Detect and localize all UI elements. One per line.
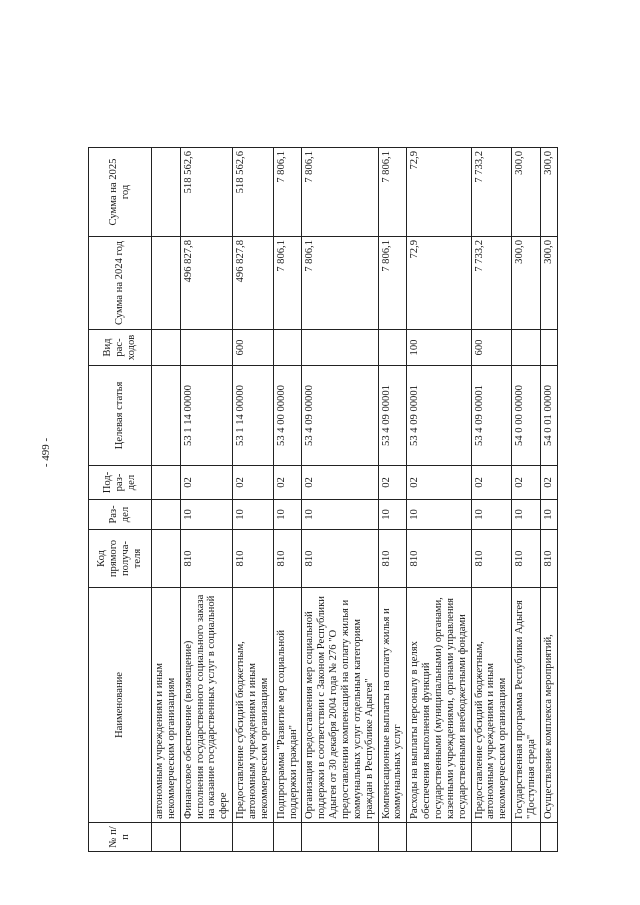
col-header-sum2024: Сумма на 2024 год	[89, 237, 152, 330]
cell-sum2025: 300,0	[512, 148, 541, 237]
cell-vid	[273, 330, 302, 366]
cell-podrazdel: 02	[407, 466, 471, 500]
cell-num	[302, 823, 378, 852]
cell-num	[233, 823, 274, 852]
cell-statya: 53 1 14 00000	[233, 366, 274, 466]
table-row	[273, 148, 302, 852]
cell-sum2024	[152, 237, 181, 330]
cell-sum2024: 7 733,2	[471, 237, 512, 330]
table-row	[180, 148, 232, 852]
cell-sum2025: 518 562,6	[180, 148, 232, 237]
cell-statya	[152, 366, 181, 466]
cell-razdel: 10	[512, 500, 541, 530]
table-row	[471, 148, 512, 852]
cell-podrazdel: 02	[273, 466, 302, 500]
cell-num	[152, 823, 181, 852]
cell-vid	[540, 330, 557, 366]
cell-code	[152, 530, 181, 588]
cell-code: 810	[471, 530, 512, 588]
cell-vid: 100	[407, 330, 471, 366]
cell-podrazdel: 02	[471, 466, 512, 500]
cell-num	[378, 823, 407, 852]
table-row	[302, 148, 378, 852]
cell-num	[273, 823, 302, 852]
cell-name: Предоставление субсидий бюджетным, автономным учреждениям и иным некоммерческим организациям	[233, 588, 274, 823]
cell-num	[540, 823, 557, 852]
cell-code: 810	[180, 530, 232, 588]
cell-statya: 53 4 09 00001	[407, 366, 471, 466]
cell-statya: 53 1 14 00000	[180, 366, 232, 466]
cell-code: 810	[302, 530, 378, 588]
cell-podrazdel: 02	[540, 466, 557, 500]
cell-sum2024: 72,9	[407, 237, 471, 330]
cell-code: 810	[378, 530, 407, 588]
table-row	[152, 148, 181, 852]
cell-sum2025: 7 733,2	[471, 148, 512, 237]
cell-vid	[180, 330, 232, 366]
cell-code: 810	[273, 530, 302, 588]
cell-razdel: 10	[233, 500, 274, 530]
cell-sum2025: 7 806,1	[378, 148, 407, 237]
cell-statya: 53 4 00 00000	[273, 366, 302, 466]
cell-statya: 53 4 09 00001	[378, 366, 407, 466]
cell-sum2024: 7 806,1	[273, 237, 302, 330]
table-row	[233, 148, 274, 852]
budget-table	[88, 147, 558, 852]
col-header-sum2025: Сумма на 2025 год	[89, 148, 152, 237]
cell-num	[180, 823, 232, 852]
cell-razdel: 10	[302, 500, 378, 530]
col-header-podrazdel: Под-раз-дел	[89, 466, 152, 500]
table-header-row	[89, 148, 152, 852]
cell-sum2025: 7 806,1	[302, 148, 378, 237]
col-header-num: № п/п	[89, 823, 152, 852]
cell-name: Осуществление комплекса мероприятий,	[540, 588, 557, 823]
cell-podrazdel: 02	[233, 466, 274, 500]
table-row	[407, 148, 471, 852]
cell-code: 810	[540, 530, 557, 588]
cell-podrazdel: 02	[180, 466, 232, 500]
cell-vid	[302, 330, 378, 366]
cell-sum2024: 300,0	[540, 237, 557, 330]
cell-statya: 54 0 00 00000	[512, 366, 541, 466]
cell-name: Организация предоставления мер социальной поддержки в соответствии с Законом Республики Адыгея от 30 декабря 2004 года № 276 "О предоставлении компенсаций на оплату жилья и коммунальных услуг отдельным категориям граждан в Республике Адыгея"	[302, 588, 378, 823]
cell-sum2024: 300,0	[512, 237, 541, 330]
cell-podrazdel: 02	[302, 466, 378, 500]
cell-name: Подпрограмма "Развитие мер социальной поддержки граждан"	[273, 588, 302, 823]
cell-razdel: 10	[378, 500, 407, 530]
col-header-statya: Целевая статья	[89, 366, 152, 466]
col-header-razdel: Раз-дел	[89, 500, 152, 530]
cell-sum2025: 300,0	[540, 148, 557, 237]
cell-code: 810	[407, 530, 471, 588]
cell-code: 810	[233, 530, 274, 588]
cell-razdel: 10	[407, 500, 471, 530]
cell-name: Финансовое обеспечение (возмещение) исполнения государственного социального заказа на оказание государственных услуг в социальной сфере	[180, 588, 232, 823]
cell-vid: 600	[233, 330, 274, 366]
cell-name: Расходы на выплаты персоналу в целях обеспечения выполнения функций государственными (муниципальными) органами, казенными учреждениями, органами управления государственными внебюджетными фондами	[407, 588, 471, 823]
cell-razdel: 10	[471, 500, 512, 530]
cell-podrazdel	[152, 466, 181, 500]
cell-vid	[512, 330, 541, 366]
cell-num	[407, 823, 471, 852]
cell-razdel	[152, 500, 181, 530]
cell-vid: 600	[471, 330, 512, 366]
cell-razdel: 10	[180, 500, 232, 530]
table-row	[540, 148, 557, 852]
cell-sum2024: 7 806,1	[378, 237, 407, 330]
cell-statya: 54 0 01 00000	[540, 366, 557, 466]
cell-vid	[152, 330, 181, 366]
cell-name: автономным учреждениям и иным некоммерческим организациям	[152, 588, 181, 823]
cell-code: 810	[512, 530, 541, 588]
cell-podrazdel: 02	[378, 466, 407, 500]
cell-sum2024: 496 827,8	[233, 237, 274, 330]
col-header-code: Код прямого получа-теля	[89, 530, 152, 588]
cell-sum2025: 518 562,6	[233, 148, 274, 237]
cell-num	[471, 823, 512, 852]
cell-sum2025	[152, 148, 181, 237]
cell-podrazdel: 02	[512, 466, 541, 500]
cell-name: Предоставление субсидий бюджетным, автономным учреждениям и иным некоммерческим организациям	[471, 588, 512, 823]
cell-razdel: 10	[273, 500, 302, 530]
cell-statya: 53 4 09 00001	[471, 366, 512, 466]
cell-num	[512, 823, 541, 852]
cell-name: Государственная программа Республики Адыгея "Доступная среда"	[512, 588, 541, 823]
cell-sum2024: 496 827,8	[180, 237, 232, 330]
cell-statya: 53 4 09 00000	[302, 366, 378, 466]
cell-vid	[378, 330, 407, 366]
col-header-name: Наименование	[89, 588, 152, 823]
col-header-vid: Вид рас-ходов	[89, 330, 152, 366]
cell-sum2024: 7 806,1	[302, 237, 378, 330]
cell-name: Компенсационные выплаты на оплату жилья и коммунальных услуг	[378, 588, 407, 823]
table-row	[378, 148, 407, 852]
cell-sum2025: 72,9	[407, 148, 471, 237]
cell-razdel: 10	[540, 500, 557, 530]
table-row	[512, 148, 541, 852]
cell-sum2025: 7 806,1	[273, 148, 302, 237]
page-number: - 499 -	[40, 437, 52, 468]
